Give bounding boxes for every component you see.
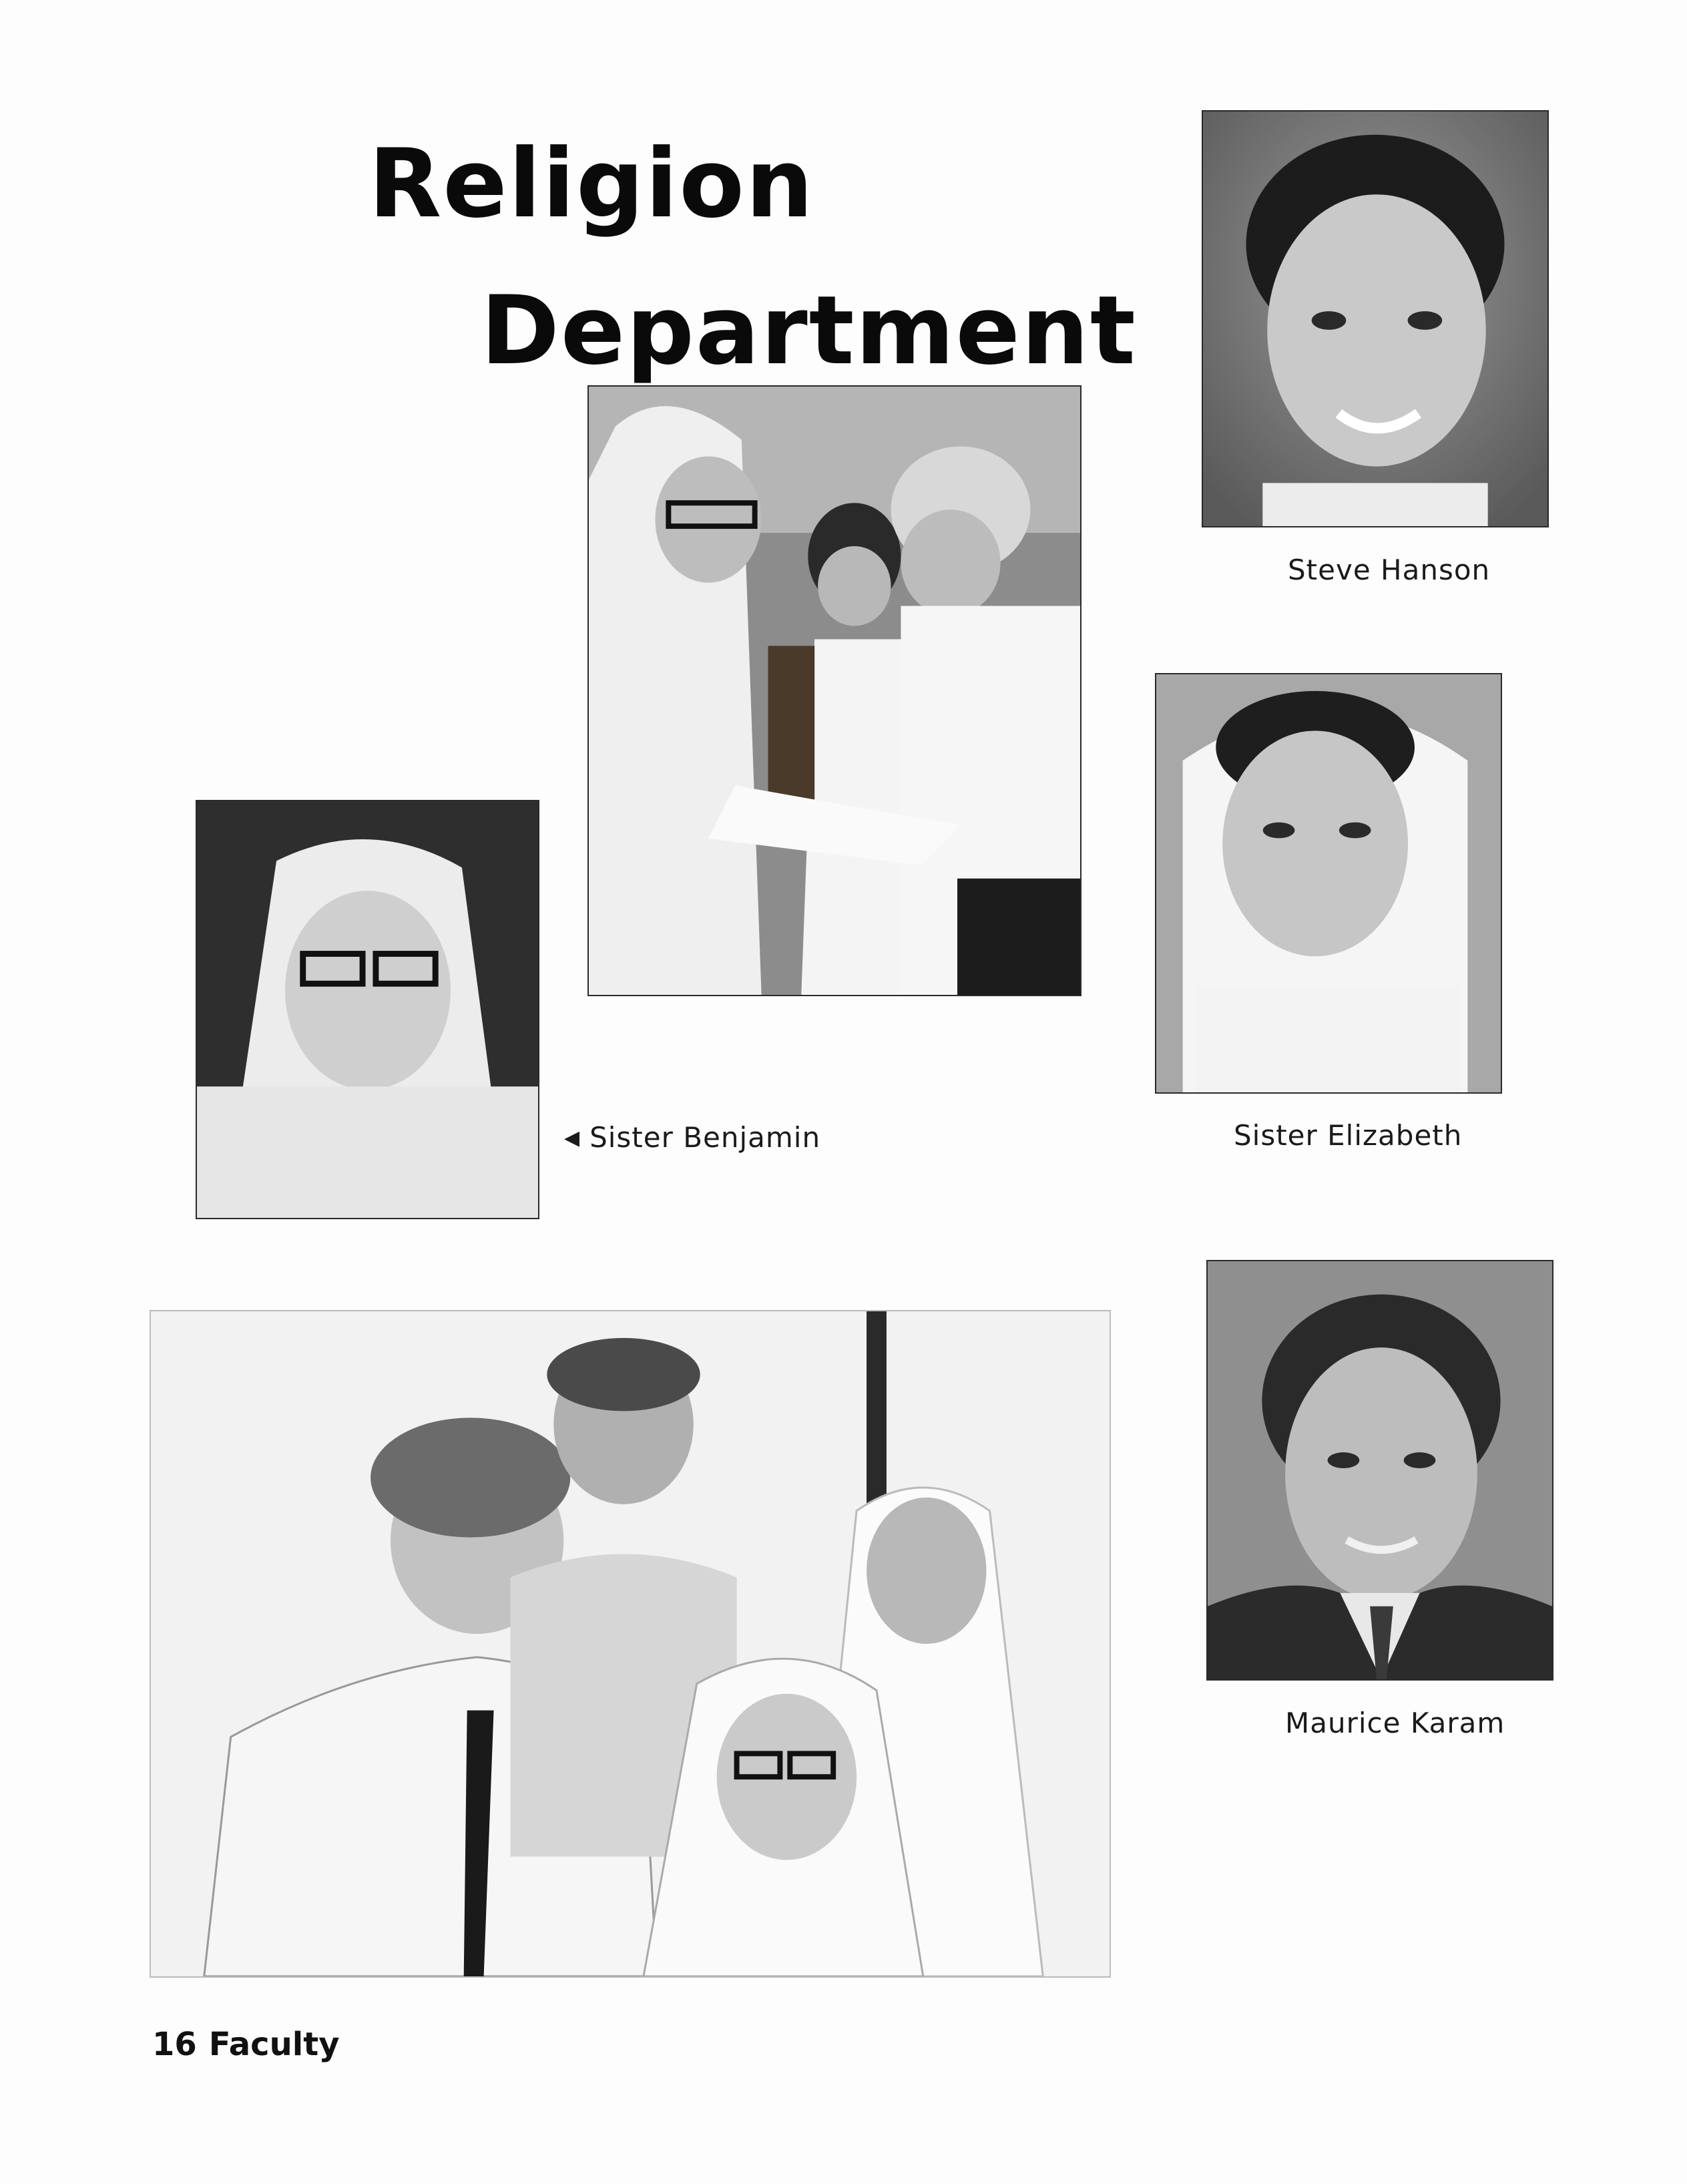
left-pointer-icon: ◀: [564, 1126, 581, 1150]
photo-nun-with-children: [587, 385, 1081, 996]
page-footer: [152, 2026, 340, 2063]
portrait-maurice-karam: [1206, 1260, 1553, 1681]
section-name: Faculty: [208, 2026, 340, 2063]
photo-group-faculty: [150, 1310, 1111, 1978]
page-title-line-1: Religion: [369, 129, 814, 239]
page-number: 16: [152, 2026, 197, 2063]
page-title-line-2: Department: [481, 276, 1137, 386]
caption-maurice-karam: Maurice Karam: [1285, 1707, 1505, 1739]
caption-sister-elizabeth: Sister Elizabeth: [1234, 1119, 1463, 1152]
portrait-sister-benjamin: [196, 800, 539, 1219]
caption-sister-benjamin: [564, 1121, 821, 1154]
caption-steve-hanson: Steve Hanson: [1288, 554, 1491, 586]
portrait-steve-hanson: [1202, 110, 1549, 527]
caption-sister-benjamin-text: Sister Benjamin: [589, 1121, 821, 1154]
portrait-sister-elizabeth: [1155, 673, 1502, 1094]
